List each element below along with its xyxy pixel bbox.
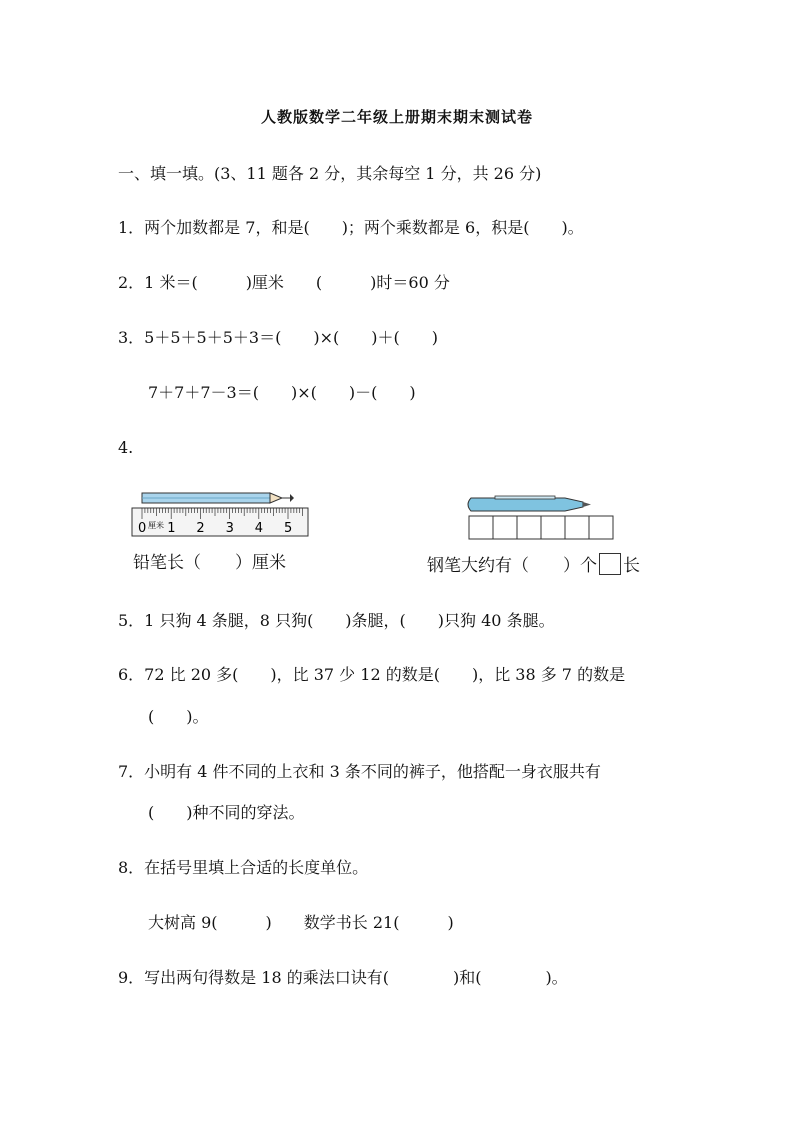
grid-cell bbox=[493, 516, 517, 539]
ruler-number: 2 bbox=[196, 521, 205, 536]
ruler-number: 4 bbox=[254, 521, 264, 536]
question-3-line-2: 7＋7＋7－3＝( )×( )－( ) bbox=[148, 383, 416, 402]
question-2: 2．1 米＝( )厘米 ( )时＝60 分 bbox=[118, 273, 450, 292]
question-6-line-2: ( )。 bbox=[148, 707, 209, 726]
grid-cell bbox=[565, 516, 589, 539]
pencil-icon bbox=[142, 493, 294, 503]
ruler-number: 3 bbox=[225, 521, 234, 536]
pen-icon bbox=[468, 496, 591, 511]
pencil-ruler-figure bbox=[130, 488, 315, 540]
question-4-number: 4. bbox=[118, 438, 134, 457]
question-8-line-2: 大树高 9( ) 数学书长 21( ) bbox=[148, 913, 454, 932]
section-header: 一、填一填。(3、11 题各 2 分，其余每空 1 分，共 26 分) bbox=[118, 164, 542, 183]
page-title: 人教版数学二年级上册期末期末测试卷 bbox=[260, 108, 533, 126]
question-3-line-1: 3．5＋5＋5＋5＋3＝( )×( )＋( ) bbox=[118, 328, 438, 347]
grid-cell bbox=[517, 516, 541, 539]
grid-cell bbox=[589, 516, 613, 539]
question-6-line-1: 6．72 比 20 多( )，比 37 少 12 的数是( )，比 38 多 7 的数是 bbox=[118, 665, 626, 684]
question-1: 1．两个加数都是 7，和是( )；两个乘数都是 6，积是( )。 bbox=[118, 218, 584, 237]
question-7-line-1: 7．小明有 4 件不同的上衣和 3 条不同的裤子，他搭配一身衣服共有 bbox=[118, 762, 601, 781]
ruler bbox=[132, 508, 308, 536]
pen-grid-figure bbox=[465, 493, 620, 541]
question-9: 9．写出两句得数是 18 的乘法口诀有( )和( )。 bbox=[118, 968, 568, 987]
question-8-line-1: 8．在括号里填上合适的长度单位。 bbox=[118, 858, 369, 877]
ruler-number: 0 bbox=[138, 521, 147, 536]
pen-label-prefix: 钢笔大约有（ ）个 bbox=[427, 556, 597, 576]
ruler-number: 1 bbox=[167, 521, 176, 536]
question-7-line-2: ( )种不同的穿法。 bbox=[148, 803, 305, 822]
pencil-length-label: 铅笔长（ ）厘米 bbox=[133, 553, 286, 573]
grid-cell bbox=[541, 516, 565, 539]
unit-square-icon bbox=[599, 553, 621, 575]
pen-measure-grid bbox=[469, 516, 613, 539]
ruler-number: 5 bbox=[284, 521, 293, 536]
question-5: 5．1 只狗 4 条腿，8 只狗( )条腿，( )只狗 40 条腿。 bbox=[118, 611, 555, 630]
ruler-unit-label: 厘米 bbox=[148, 521, 164, 530]
pen-label-suffix: 长 bbox=[623, 556, 640, 576]
pen-length-label bbox=[427, 553, 640, 576]
grid-cell bbox=[469, 516, 493, 539]
